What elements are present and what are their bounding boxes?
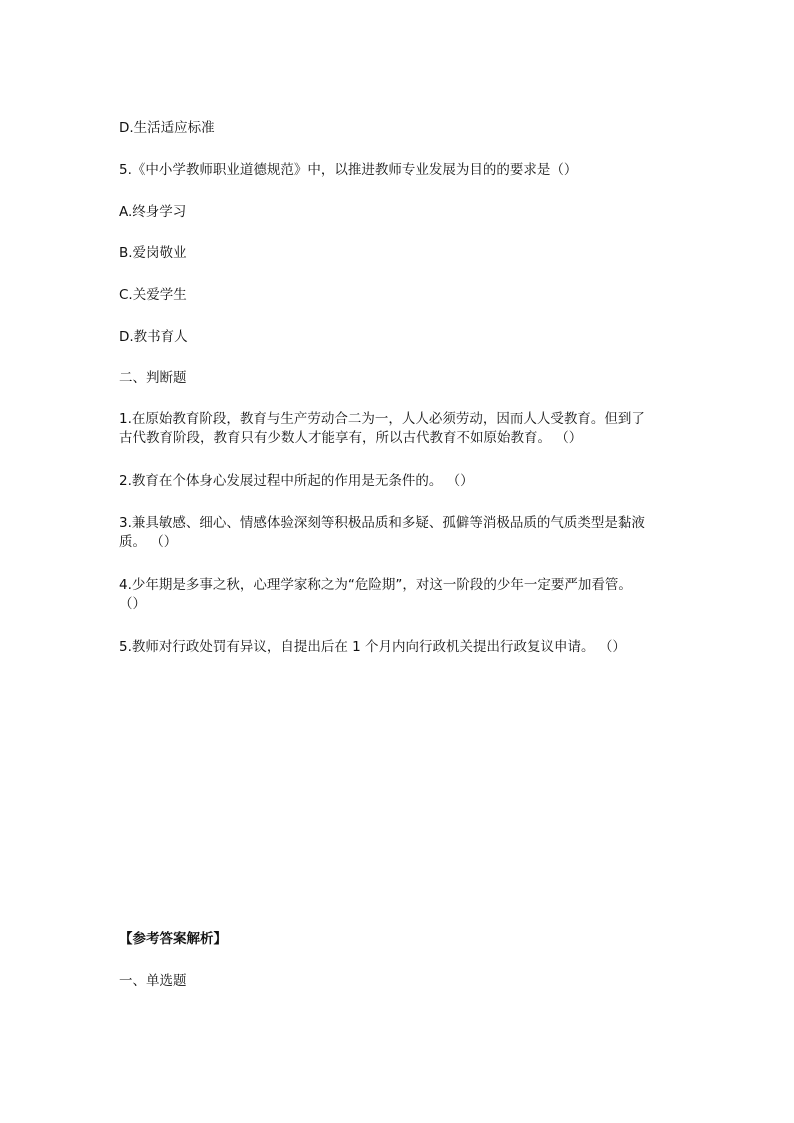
judgment-item-3-line-1: 3.兼具敏感、细心、情感体验深刻等积极品质和多疑、孤僻等消极品质的气质类型是黏液: [119, 515, 645, 531]
judgment-item-3: [119, 514, 675, 552]
judgment-item-4: [119, 576, 675, 614]
option-d-previous-question: D.生活适应标准: [119, 120, 215, 136]
answers-heading: 【参考答案解析】: [119, 931, 227, 947]
judgment-item-3-line-2: 质。 （）: [119, 534, 178, 550]
question-5-option-d: D.教书育人: [119, 329, 188, 345]
question-5-stem: 5.《中小学教师职业道德规范》中，以推进教师专业发展为目的的要求是（）: [119, 162, 578, 178]
answers-subheading: 一、单选题: [119, 973, 187, 989]
judgment-item-1-line-1: 1.在原始教育阶段，教育与生产劳动合二为一，人人必须劳动，因而人人受教育。但到了: [119, 411, 645, 427]
judgment-item-5: 5.教师对行政处罚有异议，自提出后在 1 个月内向行政机关提出行政复议申请。 （）: [119, 639, 626, 655]
question-5-option-a: A.终身学习: [119, 204, 187, 220]
question-5-option-c: C.关爱学生: [119, 287, 187, 303]
question-5-option-b: B.爱岗敬业: [119, 245, 187, 261]
judgment-item-1: [119, 410, 675, 448]
judgment-item-2: 2.教育在个体身心发展过程中所起的作用是无条件的。 （）: [119, 473, 474, 489]
section-2-heading: 二、判断题: [119, 370, 187, 386]
judgment-item-4-line-1: 4.少年期是多事之秋，心理学家称之为“危险期”，对这一阶段的少年一定要严加看管。: [119, 577, 632, 593]
judgment-item-1-line-2: 古代教育阶段，教育只有少数人才能享有，所以古代教育不如原始教育。 （）: [119, 430, 583, 446]
judgment-item-4-line-2: （）: [119, 596, 146, 612]
